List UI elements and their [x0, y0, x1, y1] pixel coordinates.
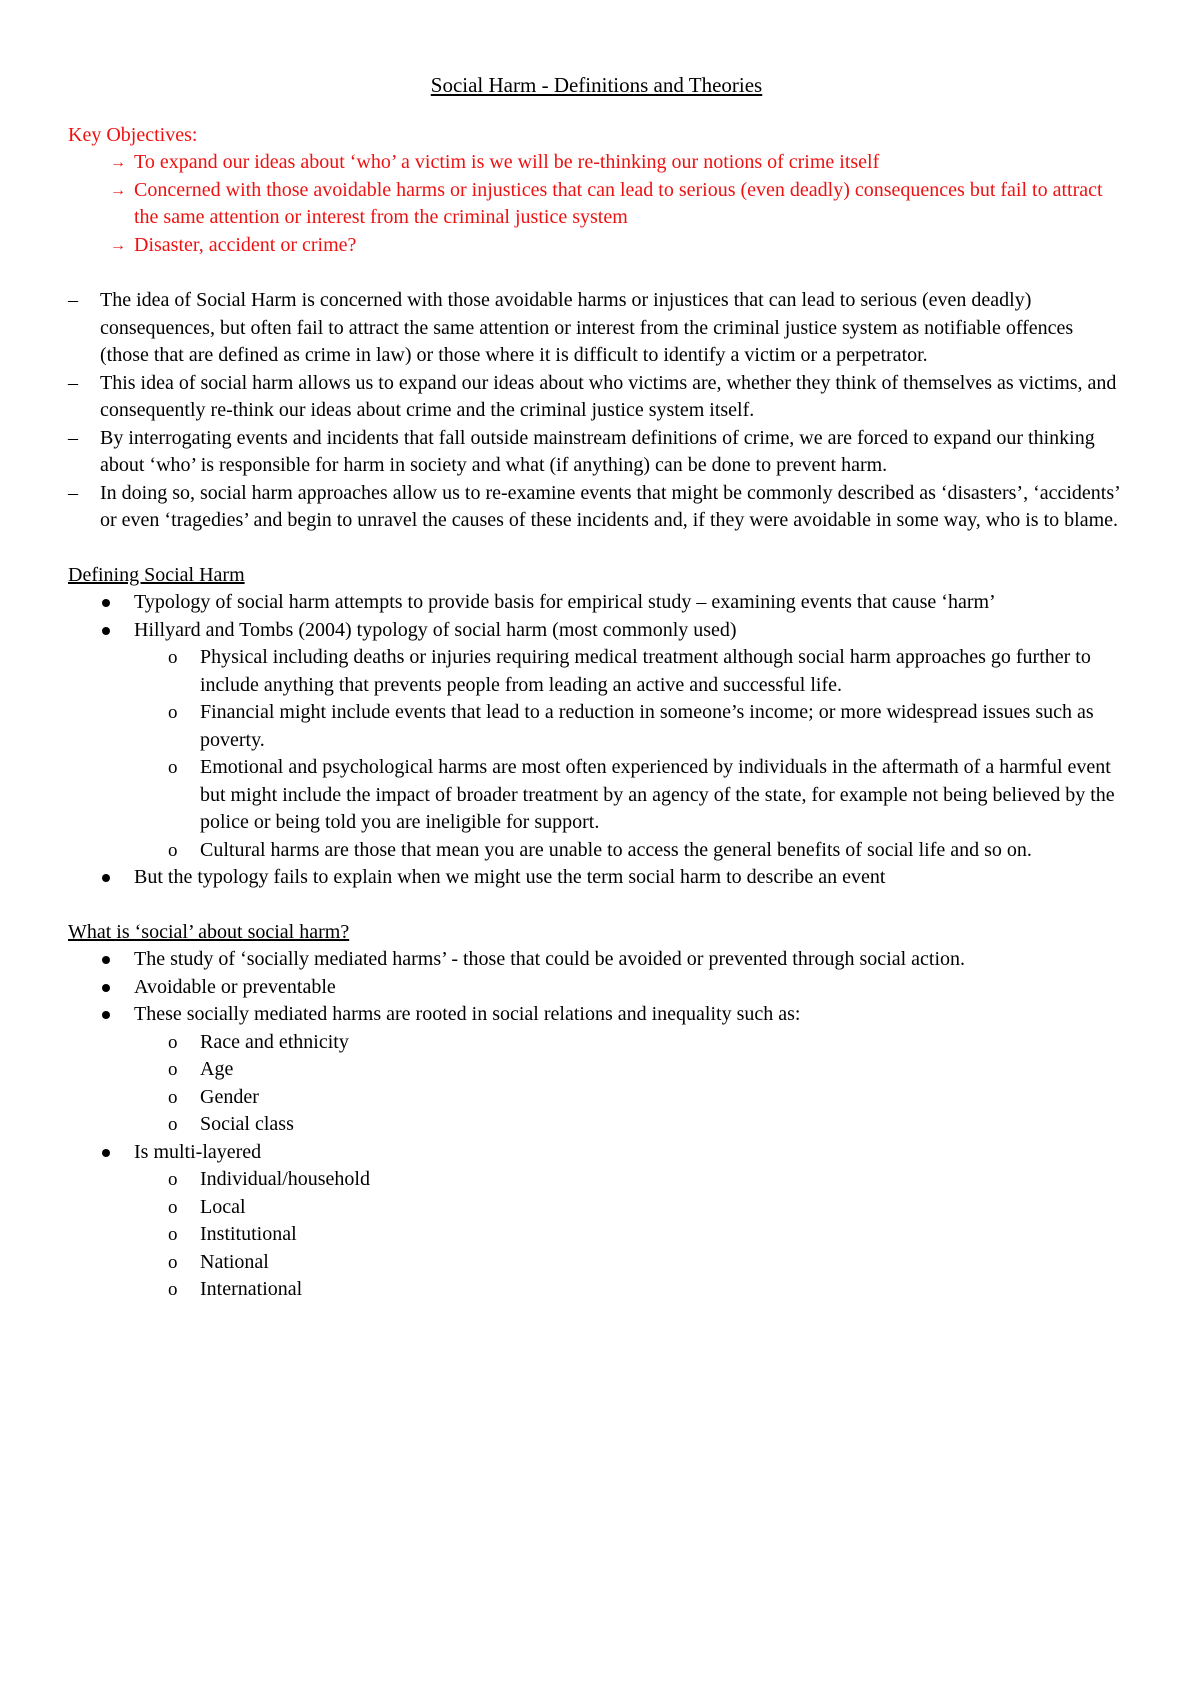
circle-bullet-icon: o [168, 1031, 178, 1053]
document-title: Social Harm - Definitions and Theories [430, 73, 763, 97]
inequality-item: o Gender [200, 1084, 1125, 1112]
typology-item: o Cultural harms are those that mean you are unable to access the general benefits of social life and so on. [200, 837, 1125, 865]
arrow-icon: → [110, 154, 126, 171]
dash-icon: – [68, 371, 78, 394]
intro-item: – The idea of Social Harm is concerned with those avoidable harms or injustices that can lead to serious (even deadly) consequences, but often fail to attract the same attention or interest from the criminal justice system as notifiable offences (those that are defined as crime in law) or those where it is difficult to identify a victim or a perpetrator. [68, 289, 1074, 366]
layer-item: o Institutional [200, 1221, 1125, 1249]
social-list [68, 946, 1125, 1304]
inequality-sublist [134, 1029, 1125, 1139]
intro-list [68, 287, 1125, 535]
typology-sublist [134, 644, 1125, 864]
arrow-icon: → [110, 236, 126, 254]
circle-bullet-icon: o [168, 702, 178, 723]
inequality-item: o Race and ethnicity [200, 1029, 1125, 1057]
bullet-icon [102, 599, 110, 607]
social-item: The study of ‘socially mediated harms’ - those that could be avoided or prevented through social action. [134, 946, 1125, 974]
dash-icon: – [68, 481, 78, 504]
bullet-icon [102, 627, 110, 635]
dash-icon: – [68, 289, 78, 311]
typology-item: o Emotional and psychological harms are most often experienced by individuals in the aftermath of a harmful event but might include the impact of broader treatment by an agency of the state, for example not being believed by the police or being told you are ineligible for support. [168, 756, 1115, 833]
typology-item: o Physical including deaths or injuries requiring medical treatment although social harm approaches go further to include anything that prevents people from leading an active and successful life. [168, 646, 1091, 696]
circle-bullet-icon: o [168, 757, 178, 778]
social-item: Is multi-layered o Individual/household o Local o Institutional o National o International [134, 1139, 1125, 1304]
circle-bullet-icon: o [168, 647, 178, 668]
circle-bullet-icon: o [168, 1114, 178, 1135]
defining-heading: Defining Social Harm [68, 563, 245, 586]
defining-list [68, 589, 1125, 892]
circle-bullet-icon: o [168, 1224, 178, 1245]
key-objectives-list [68, 149, 1125, 259]
dash-icon: – [68, 426, 78, 449]
layer-item: o National [200, 1249, 1125, 1277]
intro-item: – This idea of social harm allows us to expand our ideas about who victims are, whether they think of themselves as victims, and consequently re-think our ideas about crime and the criminal justice system itself. [68, 371, 1117, 421]
social-heading: What is ‘social’ about social harm? [68, 920, 350, 943]
layer-item: o International [200, 1276, 1125, 1304]
circle-bullet-icon: o [168, 1251, 178, 1273]
inequality-item: o Age [200, 1056, 1125, 1084]
social-item: These socially mediated harms are rooted in social relations and inequality such as: o Race and ethnicity o Age o Gender o Social class [134, 1001, 1125, 1139]
circle-bullet-icon: o [168, 1086, 178, 1108]
circle-bullet-icon: o [168, 839, 178, 861]
intro-item: – By interrogating events and incidents that fall outside mainstream definitions of crime, we are forced to expand our thinking about ‘who’ is responsible for harm in society and what (if anything) can be done to prevent harm. [68, 426, 1095, 476]
circle-bullet-icon: o [168, 1279, 178, 1300]
defining-item: But the typology fails to explain when we might use the term social harm to describe an event [134, 864, 1125, 892]
defining-item: Hillyard and Tombs (2004) typology of social harm (most commonly used) o Physical including deaths or injuries requiring medical treatment although social harm approaches go further to include anything that prevents people from leading an active and successful life. o Financial might include events that lead to a reduction in someone’s income; or more widespread issues such as poverty. o Emotional and psychological harms are most often experienced by individuals in the aftermath of a harmful event but might include the impact of broader treatment by an agency of the state, for example not being believed by the police or being told you are ineligible for support. o Cultural harms are those that mean you are unable to access the general benefits of social life and so on. [134, 617, 1125, 865]
layer-item: o Individual/household [200, 1166, 1125, 1194]
key-objective-item: → Concerned with those avoidable harms or injustices that can lead to serious (even deadly) consequences but fail to attract the same attention or interest from the criminal justice system [110, 178, 1103, 228]
bullet-icon [102, 1149, 110, 1157]
circle-bullet-icon: o [168, 1059, 178, 1080]
circle-bullet-icon: o [168, 1169, 178, 1190]
key-objective-item: → Disaster, accident or crime? [134, 232, 1125, 260]
bullet-icon [102, 1011, 110, 1019]
bullet-icon [102, 956, 110, 964]
social-item: Avoidable or preventable [134, 974, 1125, 1002]
layers-sublist [134, 1166, 1125, 1304]
key-objectives-heading: Key Objectives: [68, 123, 198, 146]
layer-item: o Local [200, 1194, 1125, 1222]
inequality-item: o Social class [200, 1111, 1125, 1139]
defining-item: Typology of social harm attempts to provide basis for empirical study – examining events that cause ‘harm’ [134, 589, 1125, 617]
bullet-icon [102, 984, 110, 992]
key-objective-item: → To expand our ideas about ‘who’ a victim is we will be re-thinking our notions of crime itself [134, 149, 1125, 177]
intro-item: – In doing so, social harm approaches allow us to re-examine events that might be commonly described as ‘disasters’, ‘accidents’ or even ‘tragedies’ and begin to unravel the causes of these incidents and, if they were avoidable in some way, who is to blame. [68, 481, 1120, 531]
arrow-icon: → [110, 181, 126, 199]
bullet-icon [102, 874, 110, 882]
typology-item: o Financial might include events that lead to a reduction in someone’s income; or more widespread issues such as poverty. [168, 701, 1094, 751]
circle-bullet-icon: o [168, 1196, 178, 1218]
